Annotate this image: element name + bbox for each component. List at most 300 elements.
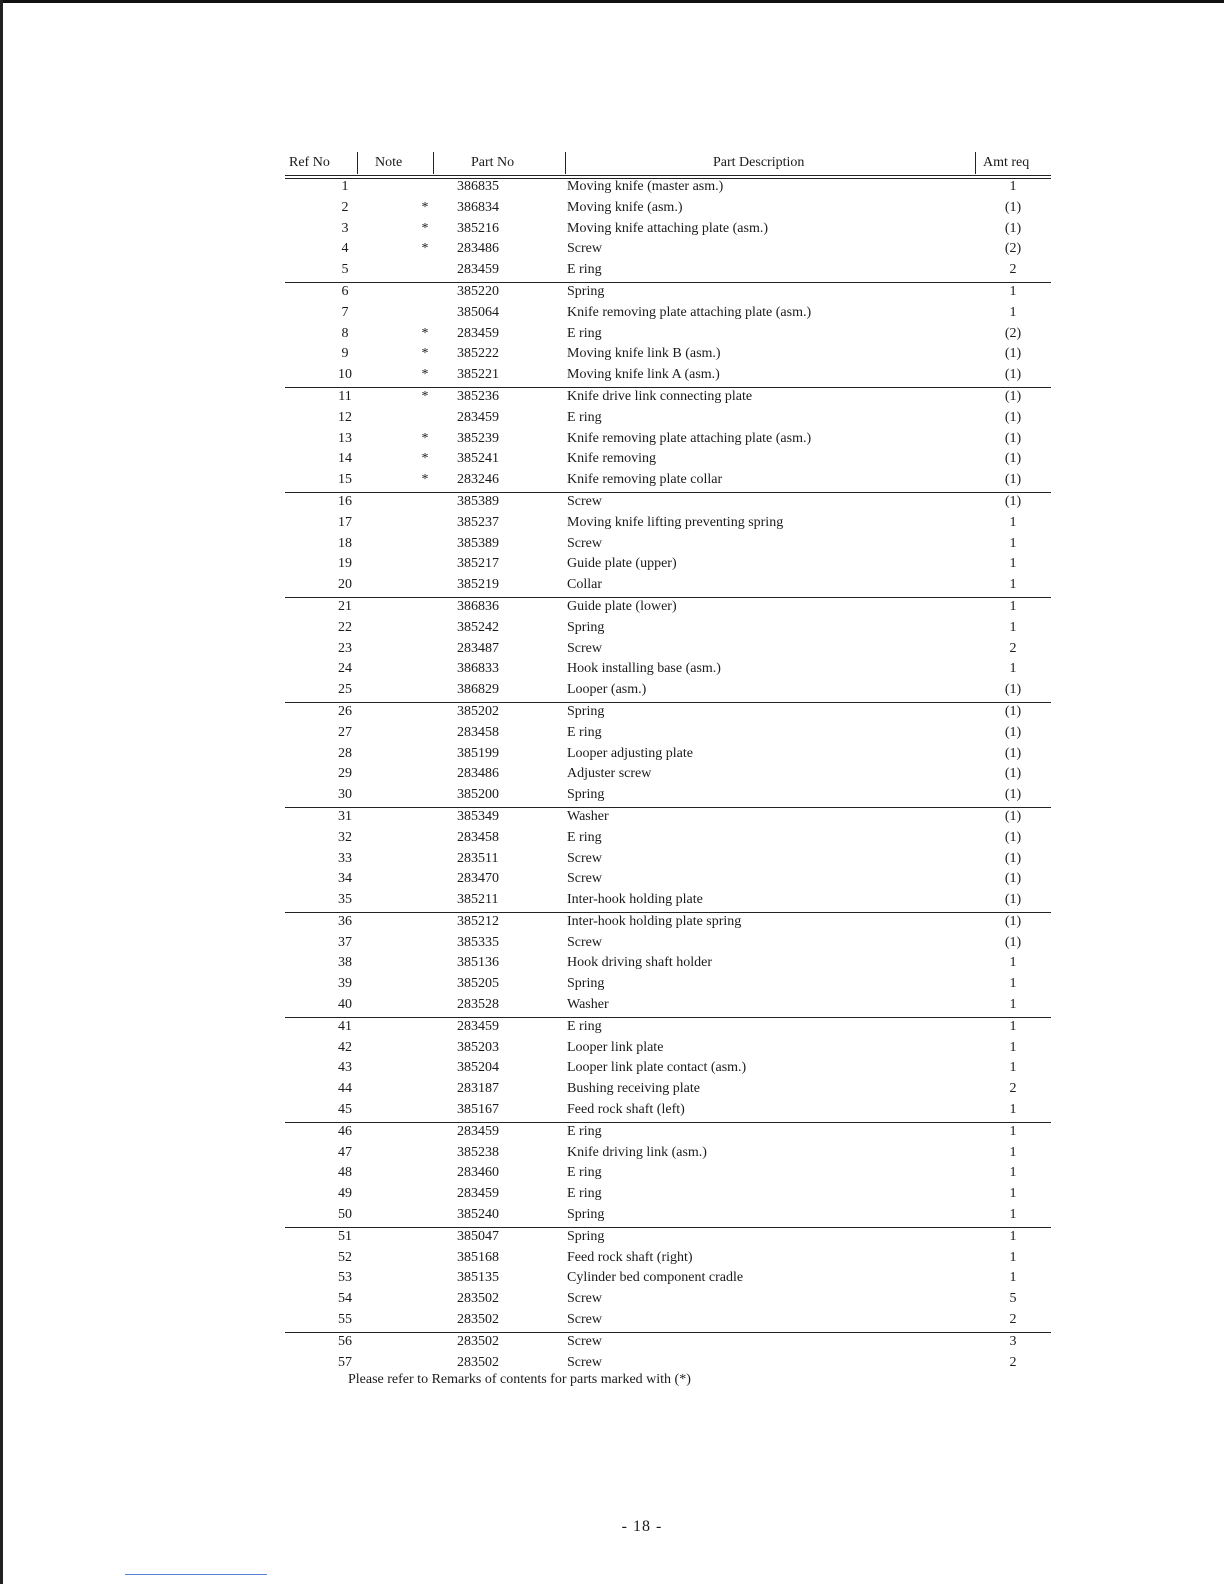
- description-cell: Moving knife attaching plate (asm.): [567, 220, 768, 236]
- table-row: [285, 345, 1051, 366]
- left-border: [0, 0, 3, 1584]
- table-row: [285, 829, 1051, 850]
- amt-req-cell: 5: [1009, 1291, 1017, 1307]
- amt-req-cell: (1): [1004, 808, 1022, 824]
- ref-no-cell: 43: [338, 1060, 352, 1076]
- part-no-cell: 283502: [457, 1312, 499, 1328]
- amt-req-cell: (1): [1004, 472, 1022, 488]
- table-row: [285, 765, 1051, 786]
- amt-req-cell: 1: [1009, 304, 1017, 320]
- header-separator: [565, 152, 566, 174]
- top-border: [0, 0, 1224, 3]
- footnote: Please refer to Remarks of contents for parts marked with (*): [348, 1372, 691, 1387]
- description-cell: Screw: [567, 871, 602, 887]
- part-no-cell: 385236: [457, 388, 499, 404]
- ref-no-cell: 47: [338, 1144, 352, 1160]
- ref-no-cell: 23: [338, 640, 352, 656]
- ref-no-cell: 11: [338, 388, 352, 404]
- part-no-cell: 385241: [457, 451, 499, 467]
- ref-no-cell: 16: [338, 493, 352, 509]
- table-row: [285, 535, 1051, 556]
- part-no-cell: 385203: [457, 1039, 499, 1055]
- amt-req-cell: 1: [1009, 619, 1017, 635]
- amt-req-cell: (1): [1004, 829, 1022, 845]
- header-amt-req: Amt req: [983, 155, 1030, 170]
- table-row: [285, 619, 1051, 640]
- part-no-cell: 283187: [457, 1081, 499, 1097]
- amt-req-cell: 1: [1009, 514, 1017, 530]
- description-cell: Moving knife link A (asm.): [567, 367, 720, 383]
- table-row: [285, 240, 1051, 261]
- amt-req-cell: 1: [1009, 283, 1017, 299]
- ref-no-cell: 38: [338, 955, 352, 971]
- table-row: [285, 1018, 1051, 1039]
- description-cell: Looper link plate contact (asm.): [567, 1060, 747, 1076]
- note-cell: *: [421, 346, 429, 362]
- amt-req-cell: 1: [1009, 1123, 1017, 1139]
- page-number: - 18 -: [621, 1518, 663, 1535]
- table-row: [285, 261, 1051, 283]
- part-no-cell: 283459: [457, 1186, 499, 1202]
- ref-no-cell: 40: [338, 997, 352, 1013]
- part-no-cell: 283246: [457, 472, 499, 488]
- description-cell: E ring: [567, 829, 602, 845]
- part-no-cell: 283470: [457, 871, 499, 887]
- part-no-cell: 283487: [457, 640, 499, 656]
- amt-req-cell: (1): [1004, 703, 1022, 719]
- amt-req-cell: 1: [1009, 556, 1017, 572]
- ref-no-cell: 27: [338, 724, 352, 740]
- amt-req-cell: 1: [1009, 1039, 1017, 1055]
- part-no-cell: 283458: [457, 724, 499, 740]
- table-row: [285, 786, 1051, 808]
- table-row: [285, 1185, 1051, 1206]
- ref-no-cell: 37: [338, 934, 352, 950]
- description-cell: Moving knife link B (asm.): [567, 346, 721, 362]
- description-cell: Screw: [567, 850, 602, 866]
- part-no-cell: 385205: [457, 976, 499, 992]
- amt-req-cell: (1): [1004, 871, 1022, 887]
- description-cell: E ring: [567, 724, 602, 740]
- description-cell: Spring: [567, 1228, 605, 1244]
- part-no-cell: 385136: [457, 955, 499, 971]
- amt-req-cell: (1): [1004, 388, 1022, 404]
- description-cell: Looper link plate: [567, 1039, 664, 1055]
- ref-no-cell: 21: [338, 598, 352, 614]
- table-row: [285, 388, 1051, 409]
- description-cell: Screw: [567, 1354, 602, 1370]
- table-row: [285, 325, 1051, 346]
- ref-no-cell: 36: [338, 913, 352, 929]
- ref-no-cell: 7: [341, 304, 349, 320]
- description-cell: Moving knife (asm.): [567, 199, 683, 215]
- table-row: [285, 598, 1051, 619]
- part-no-cell: 385216: [457, 220, 499, 236]
- part-no-cell: 385349: [457, 808, 499, 824]
- part-no-cell: 385239: [457, 430, 499, 446]
- header-note: Note: [375, 155, 403, 170]
- part-no-cell: 283511: [457, 850, 499, 866]
- part-no-cell: 385211: [457, 892, 499, 908]
- table-row: [285, 1249, 1051, 1270]
- amt-req-cell: 3: [1009, 1333, 1017, 1349]
- description-cell: Knife removing: [567, 451, 657, 467]
- part-no-cell: 283459: [457, 1018, 499, 1034]
- description-cell: Screw: [567, 640, 602, 656]
- table-row: [285, 304, 1051, 325]
- ref-no-cell: 30: [338, 787, 352, 803]
- part-no-cell: 385064: [457, 304, 499, 320]
- amt-req-cell: 2: [1009, 1354, 1017, 1370]
- part-no-cell: 283459: [457, 409, 499, 425]
- description-cell: Screw: [567, 241, 602, 257]
- part-no-cell: 386836: [457, 598, 499, 614]
- ref-no-cell: 56: [338, 1333, 352, 1349]
- ref-no-cell: 52: [338, 1249, 352, 1265]
- amt-req-cell: (1): [1004, 199, 1022, 215]
- table-row: [285, 808, 1051, 829]
- ref-no-cell: 24: [338, 661, 352, 677]
- table-row: [285, 660, 1051, 681]
- table-row: [285, 1080, 1051, 1101]
- part-no-cell: 283459: [457, 1123, 499, 1139]
- amt-req-cell: 2: [1009, 1312, 1017, 1328]
- table-row: [285, 178, 1051, 199]
- ref-no-cell: 6: [341, 283, 349, 299]
- description-cell: Washer: [567, 997, 609, 1013]
- description-cell: Screw: [567, 493, 602, 509]
- table-row: [285, 220, 1051, 241]
- part-no-cell: 386834: [457, 199, 499, 215]
- part-no-cell: 385389: [457, 493, 499, 509]
- description-cell: E ring: [567, 409, 602, 425]
- amt-req-cell: (1): [1004, 850, 1022, 866]
- description-cell: Feed rock shaft (left): [567, 1102, 685, 1118]
- header-separator: [357, 152, 358, 174]
- ref-no-cell: 49: [338, 1186, 352, 1202]
- part-no-cell: 385237: [457, 514, 499, 530]
- amt-req-cell: 1: [1009, 1207, 1017, 1223]
- ref-no-cell: 41: [338, 1018, 352, 1034]
- table-row: [285, 724, 1051, 745]
- part-no-cell: 385389: [457, 535, 499, 551]
- amt-req-cell: (2): [1004, 241, 1022, 257]
- amt-req-cell: (1): [1004, 745, 1022, 761]
- part-no-cell: 283502: [457, 1333, 499, 1349]
- amt-req-cell: (1): [1004, 346, 1022, 362]
- part-no-cell: 386835: [457, 179, 499, 194]
- ref-no-cell: 20: [338, 577, 352, 593]
- table-row: [285, 430, 1051, 451]
- ref-no-cell: 26: [338, 703, 352, 719]
- note-cell: *: [421, 241, 429, 257]
- amt-req-cell: 1: [1009, 661, 1017, 677]
- header-separator: [975, 152, 976, 174]
- description-cell: E ring: [567, 262, 602, 278]
- table-row: [285, 745, 1051, 766]
- table-row: [285, 891, 1051, 913]
- ref-no-cell: 48: [338, 1165, 352, 1181]
- amt-req-cell: 1: [1009, 997, 1017, 1013]
- ref-no-cell: 5: [341, 262, 349, 278]
- table-row: [285, 471, 1051, 493]
- description-cell: Spring: [567, 619, 605, 635]
- amt-req-cell: 1: [1009, 577, 1017, 593]
- amt-req-cell: (1): [1004, 409, 1022, 425]
- description-cell: Screw: [567, 1291, 602, 1307]
- ref-no-cell: 46: [338, 1123, 352, 1139]
- table-row: [285, 576, 1051, 598]
- description-cell: E ring: [567, 1186, 602, 1202]
- ref-no-cell: 34: [338, 871, 352, 887]
- table-row: [285, 850, 1051, 871]
- note-cell: *: [421, 472, 429, 488]
- table-row: [285, 283, 1051, 304]
- ref-no-cell: 19: [338, 556, 352, 572]
- table-row: [285, 681, 1051, 703]
- amt-req-cell: (1): [1004, 766, 1022, 782]
- header-part-no: Part No: [471, 155, 515, 170]
- table-row: [285, 640, 1051, 661]
- amt-req-cell: (1): [1004, 934, 1022, 950]
- ref-no-cell: 10: [338, 367, 352, 383]
- table-row: [285, 703, 1051, 724]
- description-cell: Knife removing plate attaching plate (asm.): [567, 430, 812, 446]
- amt-req-cell: 1: [1009, 535, 1017, 551]
- table-row: [285, 1206, 1051, 1228]
- amt-req-cell: (1): [1004, 724, 1022, 740]
- amt-req-cell: (1): [1004, 493, 1022, 509]
- ref-no-cell: 28: [338, 745, 352, 761]
- part-no-cell: 385047: [457, 1228, 499, 1244]
- table-row: [285, 493, 1051, 514]
- table-row: [285, 954, 1051, 975]
- ref-no-cell: 50: [338, 1207, 352, 1223]
- part-no-cell: 283458: [457, 829, 499, 845]
- table-row: [285, 514, 1051, 535]
- part-no-cell: 385222: [457, 346, 499, 362]
- header-rule: [285, 175, 1051, 176]
- ref-no-cell: 13: [338, 430, 352, 446]
- table-row: [285, 1059, 1051, 1080]
- amt-req-cell: 1: [1009, 1165, 1017, 1181]
- part-no-cell: 385200: [457, 787, 499, 803]
- parts-table-body: [285, 178, 1051, 1374]
- table-row: [285, 870, 1051, 891]
- ref-no-cell: 29: [338, 766, 352, 782]
- ref-no-cell: 42: [338, 1039, 352, 1055]
- ref-no-cell: 15: [338, 472, 352, 488]
- amt-req-cell: (2): [1004, 325, 1022, 341]
- description-cell: Screw: [567, 934, 602, 950]
- ref-no-cell: 22: [338, 619, 352, 635]
- description-cell: Spring: [567, 1207, 605, 1223]
- amt-req-cell: 1: [1009, 1186, 1017, 1202]
- amt-req-cell: 1: [1009, 598, 1017, 614]
- part-no-cell: 385167: [457, 1102, 499, 1118]
- table-row: [285, 1039, 1051, 1060]
- ref-no-cell: 12: [338, 409, 352, 425]
- part-no-cell: 385242: [457, 619, 499, 635]
- amt-req-cell: (1): [1004, 451, 1022, 467]
- description-cell: Inter-hook holding plate: [567, 892, 703, 908]
- description-cell: E ring: [567, 1018, 602, 1034]
- part-no-cell: 283460: [457, 1165, 499, 1181]
- part-no-cell: 385335: [457, 934, 499, 950]
- note-cell: *: [421, 451, 429, 467]
- ref-no-cell: 35: [338, 892, 352, 908]
- description-cell: Spring: [567, 787, 605, 803]
- bottom-rule: [125, 1574, 267, 1575]
- table-row: [285, 1269, 1051, 1290]
- header-separator: [433, 152, 434, 174]
- amt-req-cell: (1): [1004, 787, 1022, 803]
- ref-no-cell: 31: [338, 808, 352, 824]
- part-no-cell: 385212: [457, 913, 499, 929]
- ref-no-cell: 9: [341, 346, 349, 362]
- ref-no-cell: 53: [338, 1270, 352, 1286]
- ref-no-cell: 55: [338, 1312, 352, 1328]
- part-no-cell: 385219: [457, 577, 499, 593]
- part-no-cell: 283486: [457, 766, 499, 782]
- ref-no-cell: 2: [341, 199, 349, 215]
- ref-no-cell: 8: [341, 325, 349, 341]
- part-no-cell: 385217: [457, 556, 499, 572]
- ref-no-cell: 4: [341, 241, 349, 257]
- part-no-cell: 385135: [457, 1270, 499, 1286]
- ref-no-cell: 3: [341, 220, 349, 236]
- ref-no-cell: 51: [338, 1228, 352, 1244]
- table-row: [285, 199, 1051, 220]
- ref-no-cell: 17: [338, 514, 352, 530]
- description-cell: E ring: [567, 325, 602, 341]
- description-cell: Knife removing plate collar: [567, 472, 723, 488]
- amt-req-cell: 2: [1009, 262, 1017, 278]
- note-cell: *: [421, 325, 429, 341]
- part-no-cell: 385220: [457, 283, 499, 299]
- table-row: [285, 1228, 1051, 1249]
- amt-req-cell: (1): [1004, 892, 1022, 908]
- table-row: [285, 1101, 1051, 1123]
- part-no-cell: 385168: [457, 1249, 499, 1265]
- amt-req-cell: 1: [1009, 1270, 1017, 1286]
- ref-no-cell: 1: [341, 179, 349, 194]
- part-no-cell: 283486: [457, 241, 499, 257]
- ref-no-cell: 57: [338, 1354, 352, 1370]
- part-no-cell: 386833: [457, 661, 499, 677]
- part-no-cell: 385204: [457, 1060, 499, 1076]
- part-no-cell: 385238: [457, 1144, 499, 1160]
- table-row: [285, 1164, 1051, 1185]
- header-description: Part Description: [713, 155, 805, 170]
- description-cell: Collar: [567, 577, 602, 593]
- description-cell: Looper adjusting plate: [567, 745, 693, 761]
- description-cell: Moving knife lifting preventing spring: [567, 514, 784, 530]
- amt-req-cell: (1): [1004, 682, 1022, 698]
- amt-req-cell: 1: [1009, 1018, 1017, 1034]
- part-no-cell: 283502: [457, 1354, 499, 1370]
- description-cell: Washer: [567, 808, 609, 824]
- amt-req-cell: (1): [1004, 220, 1022, 236]
- amt-req-cell: 1: [1009, 1102, 1017, 1118]
- table-row: [285, 996, 1051, 1018]
- table-row: [285, 1290, 1051, 1311]
- table-row: [285, 934, 1051, 955]
- part-no-cell: 283528: [457, 997, 499, 1013]
- note-cell: *: [421, 220, 429, 236]
- description-cell: Looper (asm.): [567, 682, 647, 698]
- table-row: [285, 409, 1051, 430]
- description-cell: Knife driving link (asm.): [567, 1144, 707, 1160]
- description-cell: Screw: [567, 1312, 602, 1328]
- description-cell: Moving knife (master asm.): [567, 179, 724, 194]
- amt-req-cell: 1: [1009, 1249, 1017, 1265]
- table-row: [285, 555, 1051, 576]
- description-cell: Hook driving shaft holder: [567, 955, 713, 971]
- table-row: [285, 913, 1051, 934]
- amt-req-cell: 1: [1009, 179, 1017, 194]
- description-cell: Inter-hook holding plate spring: [567, 913, 742, 929]
- description-cell: Knife drive link connecting plate: [567, 388, 753, 404]
- ref-no-cell: 54: [338, 1291, 352, 1307]
- table-row: [285, 1333, 1051, 1354]
- ref-no-cell: 45: [338, 1102, 352, 1118]
- table-row: [285, 366, 1051, 388]
- amt-req-cell: 1: [1009, 1144, 1017, 1160]
- description-cell: Spring: [567, 703, 605, 719]
- ref-no-cell: 25: [338, 682, 352, 698]
- amt-req-cell: (1): [1004, 367, 1022, 383]
- note-cell: *: [421, 388, 429, 404]
- part-no-cell: 385202: [457, 703, 499, 719]
- description-cell: Cylinder bed component cradle: [567, 1270, 744, 1286]
- ref-no-cell: 39: [338, 976, 352, 992]
- table-row: [285, 975, 1051, 996]
- part-no-cell: 283459: [457, 262, 499, 278]
- amt-req-cell: 2: [1009, 640, 1017, 656]
- amt-req-cell: 1: [1009, 955, 1017, 971]
- amt-req-cell: 2: [1009, 1081, 1017, 1097]
- description-cell: Screw: [567, 535, 602, 551]
- note-cell: *: [421, 430, 429, 446]
- amt-req-cell: 1: [1009, 1060, 1017, 1076]
- note-cell: *: [421, 367, 429, 383]
- header-ref-no: Ref No: [289, 155, 330, 170]
- ref-no-cell: 32: [338, 829, 352, 845]
- description-cell: Spring: [567, 976, 605, 992]
- description-cell: Guide plate (lower): [567, 598, 677, 614]
- part-no-cell: 385199: [457, 745, 499, 761]
- table-row: [285, 1311, 1051, 1333]
- description-cell: Hook installing base (asm.): [567, 661, 721, 677]
- description-cell: E ring: [567, 1123, 602, 1139]
- description-cell: Adjuster screw: [567, 766, 652, 782]
- amt-req-cell: (1): [1004, 430, 1022, 446]
- description-cell: E ring: [567, 1165, 602, 1181]
- description-cell: Bushing receiving plate: [567, 1081, 700, 1097]
- part-no-cell: 385221: [457, 367, 499, 383]
- amt-req-cell: (1): [1004, 913, 1022, 929]
- ref-no-cell: 14: [338, 451, 352, 467]
- part-no-cell: 283502: [457, 1291, 499, 1307]
- description-cell: Guide plate (upper): [567, 556, 677, 572]
- description-cell: Screw: [567, 1333, 602, 1349]
- table-row: [285, 450, 1051, 471]
- part-no-cell: 386829: [457, 682, 499, 698]
- amt-req-cell: 1: [1009, 976, 1017, 992]
- note-cell: *: [421, 199, 429, 215]
- table-row: [285, 1144, 1051, 1165]
